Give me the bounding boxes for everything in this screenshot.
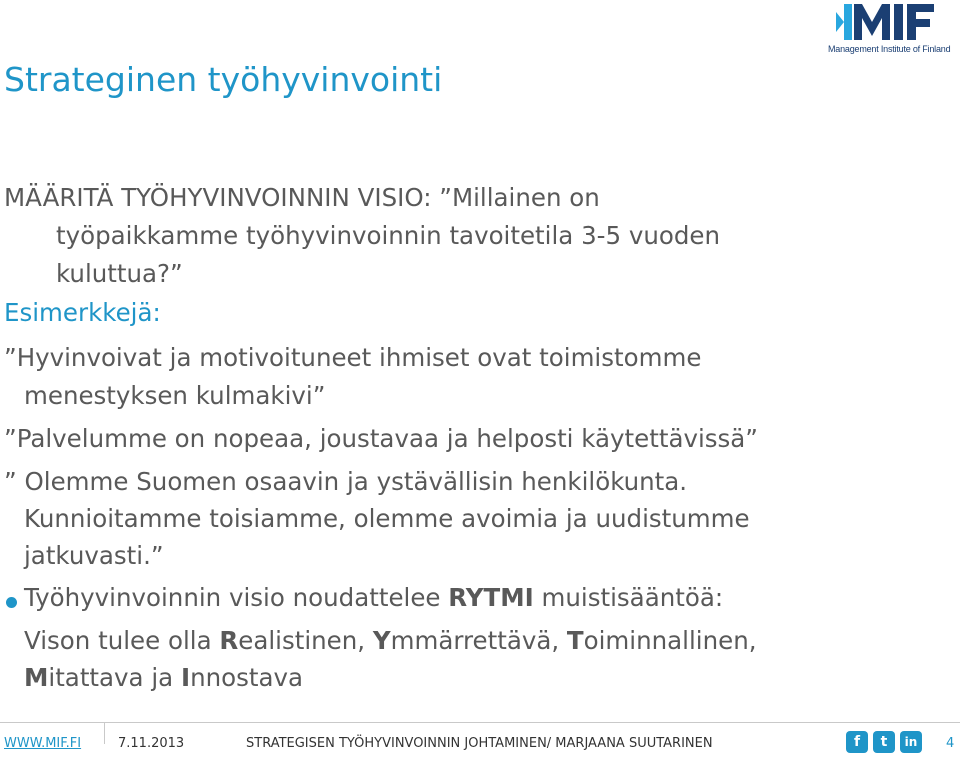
vision-line-3: kuluttua?” bbox=[56, 259, 183, 288]
rytmi-line-1-segment: ealistinen, bbox=[238, 626, 373, 655]
website-link[interactable]: WWW.MIF.FI bbox=[4, 736, 82, 751]
example-line-6: jatkuvasti.” bbox=[24, 541, 164, 570]
logo-tagline: Management Institute of Finland bbox=[828, 44, 951, 54]
footer-separator bbox=[104, 722, 105, 744]
rytmi-bullet bbox=[24, 579, 723, 617]
rytmi-line-1-segment: mmärrettävä, bbox=[390, 626, 567, 655]
vision-line-2: työpaikkamme työhyvinvoinnin tavoitetila 3-5 vuoden bbox=[56, 221, 721, 250]
rytmi-line-1-segment: T bbox=[566, 626, 584, 655]
rytmi-line-2-segment: I bbox=[180, 663, 191, 692]
linkedin-icon[interactable]: in bbox=[900, 731, 922, 753]
footer-divider bbox=[0, 722, 960, 723]
example-line-2: menestyksen kulmakivi” bbox=[24, 381, 326, 410]
rytmi-line-2-segment: itattava ja bbox=[48, 663, 181, 692]
examples-label: Esimerkkejä: bbox=[4, 298, 161, 327]
rytmi-bullet-pre: Työhyvinvoinnin visio noudattelee bbox=[24, 583, 449, 612]
footer-caption: STRATEGISEN TYÖHYVINVOINNIN JOHTAMINEN/ MARJAANA SUUTARINEN bbox=[246, 736, 713, 751]
page-number: 4 bbox=[946, 736, 955, 751]
slide-title: Strateginen työhyvinvointi bbox=[4, 60, 443, 99]
rytmi-line-1-segment: oiminnallinen, bbox=[583, 626, 757, 655]
footer-date: 7.11.2013 bbox=[118, 736, 185, 751]
rytmi-line-2-segment: M bbox=[24, 663, 49, 692]
example-line-5: Kunnioitamme toisiamme, olemme avoimia ja uudistumme bbox=[24, 504, 750, 533]
rytmi-bullet-post: muistisääntöä: bbox=[533, 583, 724, 612]
facebook-icon[interactable]: f bbox=[846, 731, 868, 753]
rytmi-line-1-segment: Vison tulee olla bbox=[24, 626, 220, 655]
example-line-4: ” Olemme Suomen osaavin ja ystävällisin henkilökunta. bbox=[4, 467, 688, 496]
rytmi-word: RYTMI bbox=[448, 583, 534, 612]
example-line-1: ”Hyvinvoivat ja motivoituneet ihmiset ovat toimistomme bbox=[4, 343, 702, 372]
mif-logo bbox=[826, 0, 960, 58]
example-line-3: ”Palvelumme on nopeaa, joustavaa ja helposti käytettävissä” bbox=[4, 424, 758, 453]
bullet-dot bbox=[6, 597, 17, 608]
rytmi-line-1 bbox=[24, 622, 757, 660]
rytmi-line-2 bbox=[24, 659, 303, 697]
twitter-icon[interactable]: t bbox=[873, 731, 895, 753]
rytmi-line-1-segment: Y bbox=[372, 626, 391, 655]
rytmi-line-2-segment: nnostava bbox=[190, 663, 304, 692]
vision-line-1: MÄÄRITÄ TYÖHYVINVOINNIN VISIO: ”Millainen on bbox=[4, 183, 600, 212]
rytmi-line-1-segment: R bbox=[219, 626, 239, 655]
